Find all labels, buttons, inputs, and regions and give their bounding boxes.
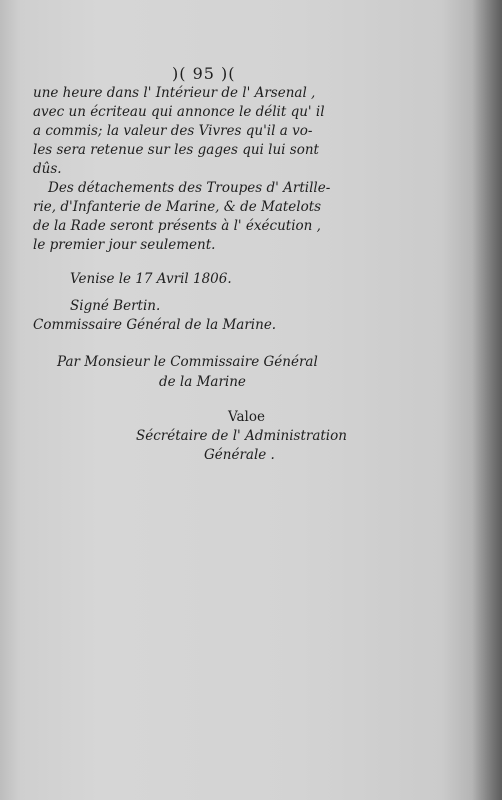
paragraph2-line: le premier jour seulement. bbox=[33, 237, 216, 253]
paragraph1-line: dûs. bbox=[33, 161, 62, 177]
paragraph1-line: avec un écriteau qui annonce le délit qu' il bbox=[33, 104, 325, 120]
secretary-name: Valoe bbox=[228, 409, 265, 425]
signed-line: Signé Bertin. bbox=[70, 298, 161, 314]
signer-title: Commissaire Général de la Marine. bbox=[33, 317, 277, 333]
secretary-title: Sécrétaire de l' Administration bbox=[136, 428, 347, 444]
paragraph2-line: de la Rade seront présents à l' éxécution , bbox=[33, 218, 321, 234]
page-number: )( 95 )( bbox=[172, 64, 236, 83]
paragraph1-line: a commis; la valeur des Vivres qu'il a vo- bbox=[33, 123, 313, 139]
paragraph1-line: les sera retenue sur les gages qui lui sont bbox=[33, 142, 319, 158]
par-line: Par Monsieur le Commissaire Général bbox=[57, 354, 318, 370]
paragraph1-line: une heure dans l' Intérieur de l' Arsenal , bbox=[33, 85, 316, 101]
dateline: Venise le 17 Avril 1806. bbox=[70, 271, 232, 287]
paragraph2-line: rie, d'Infanterie de Marine, & de Matelots bbox=[33, 199, 322, 215]
paragraph2-line: Des détachements des Troupes d' Artille- bbox=[48, 180, 331, 196]
secretary-title: Générale . bbox=[204, 447, 275, 463]
par-line: de la Marine bbox=[159, 374, 246, 390]
